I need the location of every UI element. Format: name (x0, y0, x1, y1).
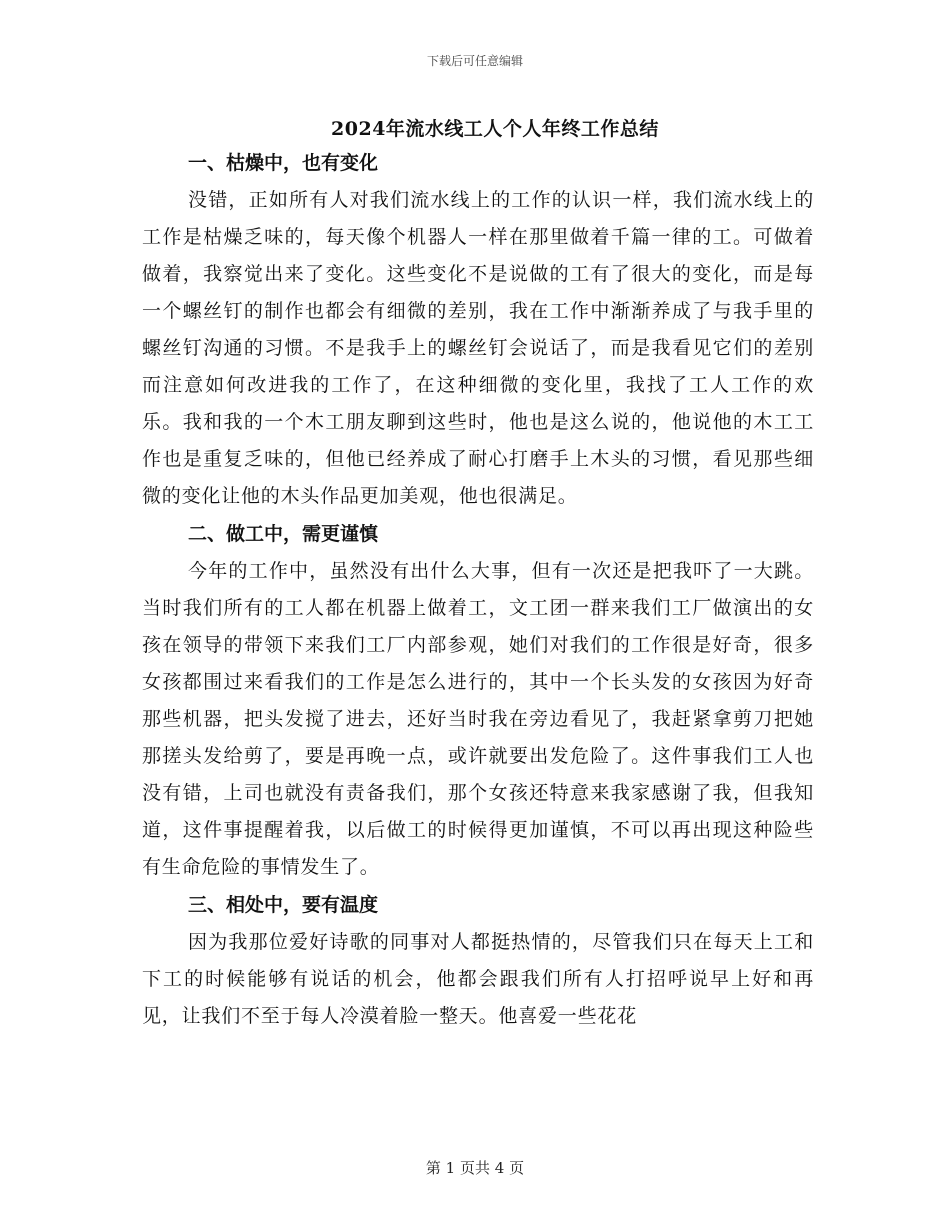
section-heading-2: 二、做工中，需更谨慎 (188, 523, 379, 545)
section-paragraph-3: 因为我那位爱好诗歌的同事对人都挺热情的，尽管我们只在每天上工和下工的时候能够有说话的机会，他都会跟我们所有人打招呼说早上好和再见，让我们不至于每人冷漠着脸一整天。他喜爱一些花花 (142, 931, 814, 1027)
page-number-footer: 第 1 页共 4 页 (425, 1159, 525, 1177)
section-heading-1: 一、枯燥中，也有变化 (188, 152, 379, 174)
section-paragraph-1: 没错，正如所有人对我们流水线上的工作的认识一样，我们流水线上的工作是枯燥乏味的，每天像个机器人一样在那里做着千篇一律的工。可做着做着，我察觉出来了变化。这些变化不是说做的工有了很大的变化，而是每一个螺丝钉的制作也都会有细微的差别，我在工作中渐渐养成了与我手里的螺丝钉沟通的习惯。不是我手上的螺丝钉会说话了，而是我看见它们的差别而注意如何改进我的工作了，在这种细微的变化里，我找了工人工作的欢乐。我和我的一个木工朋友聊到这些时，他也是这么说的，他说他的木工工作也是重复乏味的，但他已经养成了耐心打磨手上木头的习惯，看见那些细微的变化让他的木头作品更加美观，他也很满足。 (142, 189, 814, 507)
document-body (142, 144, 814, 1035)
section-paragraph-2: 今年的工作中，虽然没有出什么大事，但有一次还是把我吓了一大跳。当时我们所有的工人都在机器上做着工，文工团一群来我们工厂做演出的女孩在领导的带领下来我们工厂内部参观，她们对我们的工作很是好奇，很多女孩都围过来看我们的工作是怎么进行的，其中一个长头发的女孩因为好奇那些机器，把头发搅了进去，还好当时我在旁边看见了，我赶紧拿剪刀把她那搓头发给剪了，要是再晚一点，或许就要出发危险了。这件事我们工人也没有错，上司也就没有责备我们，那个女孩还特意来我家感谢了我，但我知道，这件事提醒着我，以后做工的时候得更加谨慎，不可以再出现这种险些有生命危险的事情发生了。 (142, 560, 814, 878)
header-note: 下载后可任意编辑 (426, 54, 523, 68)
document-title: 2024年流水线工人个人年终工作总结 (331, 118, 659, 140)
section-heading-3: 三、相处中，要有温度 (188, 894, 379, 916)
